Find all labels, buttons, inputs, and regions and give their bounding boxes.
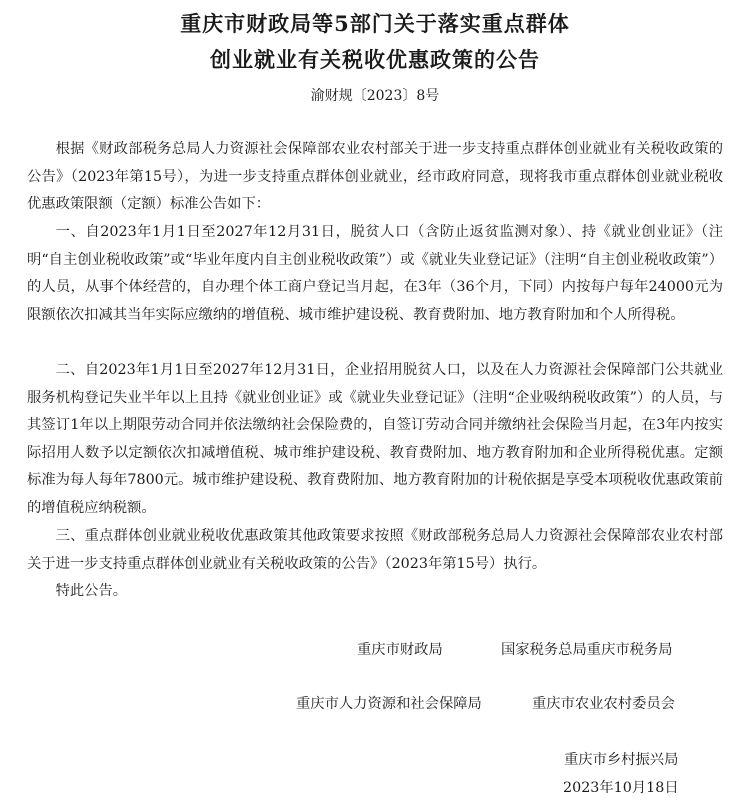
document-date: 2023年10月18日 xyxy=(563,780,679,796)
document-title-line-2: 创业就业有关税收优惠政策的公告 xyxy=(210,47,540,72)
document-title-line-1: 重庆市财政局等5部门关于落实重点群体 xyxy=(180,11,570,36)
paragraph-closing: 特此公告。 xyxy=(55,583,128,599)
paragraph-item-3: 三、重点群体创业就业税收优惠政策其他政策要求按照《财政部税务总局人力资源社会保障部农业农村部关于进一步支持重点群体创业就业有关税收政策的公告》（2023年第15号）执行。 xyxy=(27,528,723,572)
issuer-human-resources-bureau: 重庆市人力资源和社会保障局 xyxy=(296,696,482,712)
paragraph-item-1: 一、自2023年1月1日至2027年12月31日，脱贫人口（含防止返贫监测对象）、持《就业创业证》（注明“自主创业税收政策”或“毕业年度内自主创业税收政策”）或《就业失业登记证》（注明“自主创业税收政策”）的人员，从事个体经营的，自办理个体工商户登记当月起，在3年（36个月，下同）内按每户每年24000元为限额依次扣减其当年实际应缴纳的增值税、城市维护建设税、教育费附加、地方教育附加和个人所得税。 xyxy=(27,224,723,323)
issuer-agriculture-committee: 重庆市农业农村委员会 xyxy=(532,696,675,712)
issuer-finance-bureau: 重庆市财政局 xyxy=(357,642,443,658)
issuer-tax-bureau: 国家税务总局重庆市税务局 xyxy=(501,642,673,658)
issuer-rural-revitalization-bureau: 重庆市乡村振兴局 xyxy=(564,752,679,768)
paragraph-intro: 根据《财政部税务总局人力资源社会保障部农业农村部关于进一步支持重点群体创业就业有关税收政策的公告》（2023年第15号），为进一步支持重点群体创业就业，经市政府同意，现将我市重点群体创业就业税收优惠政策限额（定额）标准公告如下： xyxy=(27,141,723,213)
document-number: 渝财规〔2023〕8号 xyxy=(310,88,440,104)
paragraph-item-2: 二、自2023年1月1日至2027年12月31日，企业招用脱贫人口，以及在人力资源社会保障部门公共就业服务机构登记失业半年以上且持《就业创业证》或《就业失业登记证》（注明“企业吸纳税收政策”）的人员，与其签订1年以上期限劳动合同并依法缴纳社会保险费的，自签订劳动合同并缴纳社会保险当月起，在3年内按实际招用人数予以定额依次扣减增值税、城市维护建设税、教育费附加、地方教育附加和企业所得税优惠。定额标准为每人每年7800元。城市维护建设税、教育费附加、地方教育附加的计税依据是享受本项税收优惠政策前的增值税应纳税额。 xyxy=(27,362,723,516)
